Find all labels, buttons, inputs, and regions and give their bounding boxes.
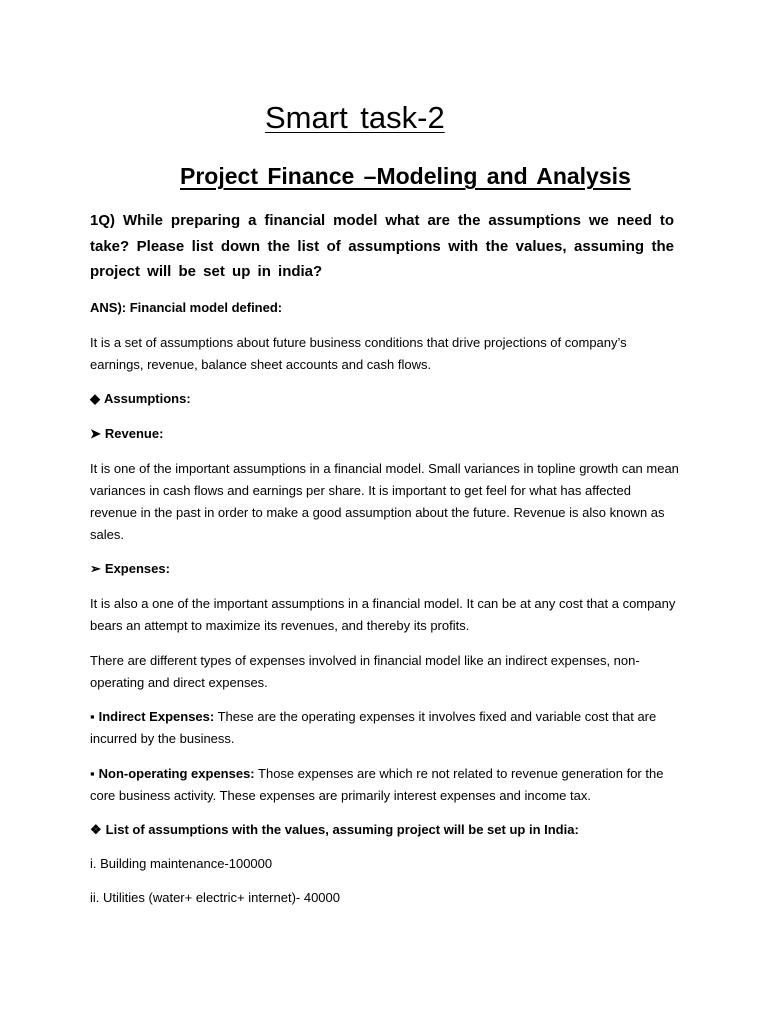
- nonoperating-expenses-text: Those expenses are which re not related to revenue generation for the core business activity. These expenses are primarily interest expenses and income tax.: [90, 766, 664, 803]
- assumptions-heading: [90, 388, 680, 410]
- revenue-paragraph: It is one of the important assumptions in a financial model. Small variances in topline growth can mean variances in cash flows and earnings per share. It is important to get feel for what has affected revenue in the past in order to make a good assumption about the future. Revenue is also known as sales.: [90, 461, 679, 542]
- nonoperating-expenses-paragraph: [90, 763, 680, 807]
- list-heading-label: List of assumptions with the values, assuming project will be set up in India:: [105, 822, 579, 837]
- list-item: i. Building maintenance-100000: [90, 856, 273, 871]
- expenses-heading-label: Expenses:: [104, 561, 170, 576]
- indirect-expenses-paragraph: [90, 706, 680, 750]
- square-bullet-icon: ▪: [90, 766, 95, 781]
- expenses-paragraph-1: It is also a one of the important assumptions in a financial model. It can be at any cost that a company bears an attempt to maximize its revenues, and thereby its profits.: [90, 596, 676, 633]
- revenue-heading-label: Revenue:: [104, 426, 164, 441]
- square-bullet-icon: ▪: [90, 709, 95, 724]
- indirect-expenses-label: Indirect Expenses:: [98, 709, 215, 724]
- diamond-bullet-icon: ◆: [90, 391, 100, 406]
- nonoperating-expenses-label: Non-operating expenses:: [98, 766, 255, 781]
- four-diamond-bullet-icon: ❖: [90, 822, 102, 837]
- arrow-bullet-icon: ➤: [90, 426, 101, 441]
- arrow-bullet-icon: ➢: [90, 561, 101, 576]
- list-heading: [90, 819, 680, 841]
- expenses-paragraph-2: There are different types of expenses involved in financial model like an indirect expenses, non-operating and direct expenses.: [90, 653, 640, 690]
- question-text: 1Q) While preparing a financial model what are the assumptions we need to take? Please list down the list of assumptions with the values, assuming the project will be set up in india?: [90, 212, 674, 280]
- list-item: ii. Utilities (water+ electric+ internet)- 40000: [90, 890, 340, 905]
- assumptions-heading-label: Assumptions:: [104, 391, 191, 406]
- document-subtitle: Project Finance –Modeling and Analysis: [180, 163, 631, 189]
- expenses-heading: [90, 558, 680, 580]
- document-title: Smart task-2: [265, 100, 445, 135]
- indirect-expenses-text: These are the operating expenses it involves fixed and variable cost that are incurred by the business.: [90, 709, 657, 746]
- revenue-heading: [90, 423, 680, 445]
- definition-paragraph: It is a set of assumptions about future business conditions that drive projections of company’s earnings, revenue, balance sheet accounts and cash flows.: [90, 335, 627, 372]
- answer-heading: ANS): Financial model defined:: [90, 300, 283, 315]
